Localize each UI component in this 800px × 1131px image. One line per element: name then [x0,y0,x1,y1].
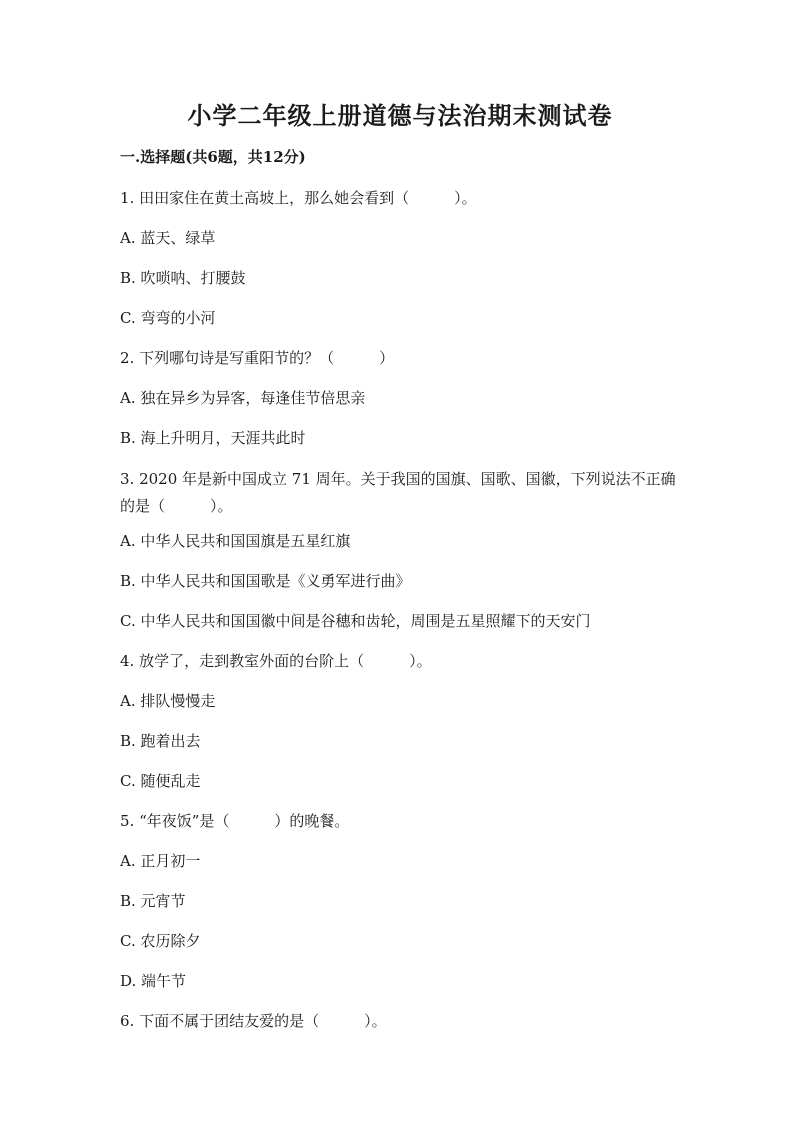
question-1-stem: 1. 田田家住在黄土高坡上，那么她会看到（ ）。 [120,189,477,207]
question-2-option-a: A. 独在异乡为异客，每逢佳节倍思亲 [120,389,366,407]
question-5-option-a: A. 正月初一 [120,852,201,870]
question-2-option-b: B. 海上升明月，天涯共此时 [120,429,306,447]
question-1-option-b: B. 吹唢呐、打腰鼓 [120,269,246,287]
question-3-option-a: A. 中华人民共和国国旗是五星红旗 [120,532,351,550]
question-4-stem: 4. 放学了，走到教室外面的台阶上（ ）。 [120,652,432,670]
section-heading: 一.选择题(共6题，共12分) [120,148,306,166]
page-title: 小学二年级上册道德与法治期末测试卷 [187,101,613,130]
question-3-option-c: C. 中华人民共和国国徽中间是谷穗和齿轮，周围是五星照耀下的天安门 [120,612,591,630]
question-2-stem: 2. 下列哪句诗是写重阳节的？（ ） [120,349,395,367]
question-5-option-c: C. 农历除夕 [120,932,201,950]
question-3-option-b: B. 中华人民共和国国歌是《义勇军进行曲》 [120,572,411,590]
question-5-stem: 5. “年夜饭”是（ ）的晚餐。 [120,812,350,830]
question-5-option-d: D. 端午节 [120,972,187,990]
question-4-option-a: A. 排队慢慢走 [120,692,216,710]
question-3-stem: 3. 2020 年是新中国成立 71 周年。关于我国的国旗、国歌、国徽，下列说法不正确的是（ ）。 [120,470,676,515]
question-1-option-a: A. 蓝天、绿草 [120,229,216,247]
question-1-option-c: C. 弯弯的小河 [120,309,216,327]
question-4-option-b: B. 跑着出去 [120,732,201,750]
question-5-option-b: B. 元宵节 [120,892,186,910]
question-4-option-c: C. 随便乱走 [120,772,201,790]
question-6-stem: 6. 下面不属于团结友爱的是（ ）。 [120,1012,387,1030]
question-list [120,186,680,1049]
